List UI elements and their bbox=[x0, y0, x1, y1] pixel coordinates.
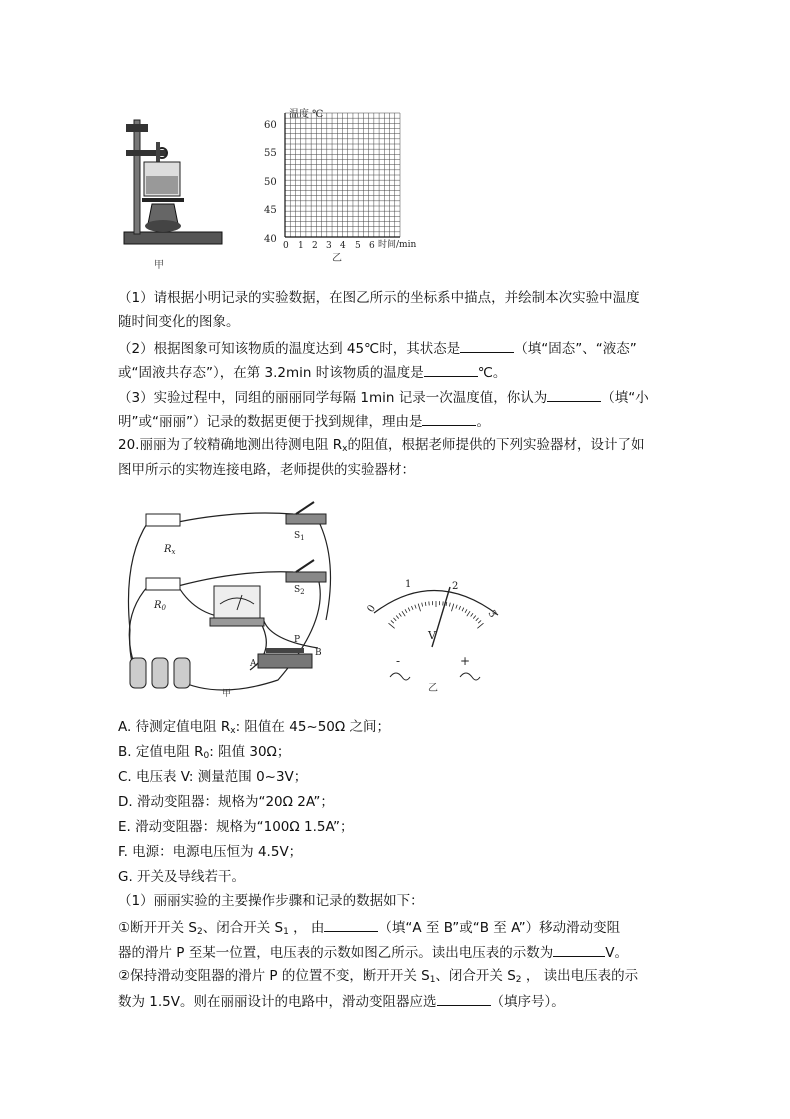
figure-jia-label-circuit: 甲 bbox=[222, 689, 232, 699]
dial-tick bbox=[456, 605, 457, 609]
answer-blank[interactable] bbox=[422, 411, 476, 426]
svg-text:S1 bbox=[294, 531, 305, 542]
voltmeter-unit: V bbox=[428, 629, 436, 642]
s1-subscript: 1 bbox=[300, 534, 305, 542]
svg-text:R0 bbox=[153, 600, 167, 612]
item-c: C. 电压表 V: 测量范围 0~3V； bbox=[118, 769, 308, 785]
dial-tick bbox=[393, 618, 396, 621]
q20-step1-line1 bbox=[118, 917, 678, 941]
q20-intro-text: 20.丽丽为了较精确地测出待测电阻 R bbox=[118, 437, 343, 453]
dial-tick bbox=[411, 606, 413, 610]
dial-tick-label: 3 bbox=[485, 608, 499, 620]
q19-part2-line2 bbox=[118, 362, 678, 382]
terminal-b-label: B bbox=[315, 648, 322, 658]
dial-tick bbox=[446, 602, 447, 606]
q19-part3-text: （填“小 bbox=[601, 390, 649, 406]
q19-part3-line2 bbox=[118, 411, 678, 431]
dial-tick bbox=[459, 606, 461, 610]
svg-text:S2 bbox=[294, 585, 305, 596]
dial-tick bbox=[418, 604, 420, 612]
item-text: : 阻值在 45~50Ω 之间； bbox=[235, 719, 390, 735]
graph-y-axis-title: 温度 ℃ bbox=[289, 109, 324, 120]
graph-y-tick: 50 bbox=[264, 177, 277, 188]
subscript: 1 bbox=[429, 975, 436, 985]
item-g: G. 开关及导线若干。 bbox=[118, 869, 246, 885]
q19-part1-line2: 随时间变化的图象。 bbox=[118, 314, 240, 330]
dial-tick bbox=[471, 613, 473, 616]
rx-label: R bbox=[164, 544, 172, 555]
q19-part2-text: （填“固态”、“液态” bbox=[514, 341, 637, 357]
subscript: 2 bbox=[515, 975, 522, 985]
graph-y-tick: 60 bbox=[264, 120, 277, 131]
dial-tick bbox=[467, 611, 470, 616]
subscript: x bbox=[230, 726, 236, 736]
dial-tick bbox=[462, 608, 464, 612]
step-text: ， 读出电压表的示 bbox=[521, 968, 639, 984]
dial-tick bbox=[478, 620, 481, 623]
q20-step-heading: （1）丽丽实验的主要操作步骤和记录的数据如下： bbox=[118, 893, 424, 909]
temperature-graph bbox=[262, 105, 417, 265]
item-e: E. 滑动变阻器：规格为“100Ω 1.5A”； bbox=[118, 819, 354, 835]
graph-y-tick: 45 bbox=[264, 205, 277, 216]
q20-step2-line2 bbox=[118, 991, 678, 1011]
subscript: x bbox=[342, 444, 348, 454]
heating-apparatus-figure bbox=[118, 112, 228, 272]
dial-tick bbox=[396, 616, 399, 619]
q19-part2-line1 bbox=[118, 338, 678, 358]
item-text: A. 待测定值电阻 R bbox=[118, 719, 231, 735]
figure-yi-label: 乙 bbox=[332, 253, 342, 264]
dial-tick bbox=[399, 613, 401, 616]
s2-subscript: 2 bbox=[300, 588, 305, 596]
q20-step2-line1 bbox=[118, 967, 678, 989]
graph-y-tick: 55 bbox=[264, 148, 277, 159]
dial-tick bbox=[415, 605, 416, 609]
dial-tick-label: 1 bbox=[405, 579, 412, 590]
graph-x-tick: 4 bbox=[340, 241, 346, 251]
q19-part1-line1: （1）请根据小明记录的实验数据，在图乙所示的坐标系中描点，并绘制本次实验中温度 bbox=[118, 290, 640, 306]
svg-text:Rx bbox=[163, 544, 176, 556]
item-d: D. 滑动变阻器：规格为“20Ω 2A”； bbox=[118, 794, 334, 810]
dial-tick bbox=[477, 623, 483, 628]
answer-blank[interactable] bbox=[437, 991, 491, 1006]
plus-terminal-icon bbox=[460, 673, 480, 680]
subscript: 1 bbox=[283, 927, 289, 937]
graph-x-tick: 1 bbox=[298, 241, 304, 251]
graph-x-tick: 6 bbox=[369, 241, 375, 251]
q19-part2-text: ℃。 bbox=[477, 365, 507, 381]
minus-terminal-label: - bbox=[396, 654, 401, 668]
dial-tick bbox=[391, 620, 394, 623]
dial-tick bbox=[473, 616, 476, 619]
dial-tick bbox=[389, 623, 395, 628]
graph-x-tick: 3 bbox=[326, 241, 332, 251]
step-text: （填“A 至 B”或“B 至 A”）移动滑动变阻 bbox=[378, 920, 621, 936]
dial-tick-label: 0 bbox=[365, 603, 379, 615]
dial-tick bbox=[405, 609, 407, 612]
q19-part3-text: 明”或“丽丽”）记录的数据更便于找到规律，理由是 bbox=[118, 414, 423, 430]
subscript: 2 bbox=[196, 927, 203, 937]
step-text: ， 由 bbox=[288, 920, 325, 936]
q19-part3-text: 。 bbox=[476, 414, 490, 430]
dial-tick-label: 2 bbox=[452, 581, 459, 592]
graph-grid bbox=[285, 113, 400, 237]
step-text: 、闭合开关 S bbox=[202, 920, 284, 936]
dial-tick bbox=[422, 603, 423, 607]
step-text: 、闭合开关 S bbox=[435, 968, 516, 984]
graph-y-tick: 40 bbox=[264, 234, 277, 245]
item-text: : 阻值 30Ω； bbox=[209, 744, 291, 760]
slider-p-label: P bbox=[294, 635, 301, 645]
q19-part2-text: 或“固液共存态”），在第 3.2min 时该物质的温度是 bbox=[118, 365, 424, 381]
step-text: ①断开开关 S bbox=[118, 920, 197, 936]
graph-x-axis-title: 时间/min bbox=[378, 240, 417, 250]
graph-x-tick: 0 bbox=[283, 241, 289, 251]
dial-tick bbox=[465, 609, 467, 612]
dial-tick bbox=[408, 608, 410, 612]
answer-blank[interactable] bbox=[460, 338, 514, 353]
voltmeter-dial-figure bbox=[360, 575, 510, 695]
figure-yi-label-voltmeter: 乙 bbox=[428, 683, 438, 694]
dial-tick bbox=[402, 611, 405, 616]
dial-tick bbox=[449, 603, 450, 607]
q20-intro-line2: 图甲所示的实物连接电路，老师提供的实验器材： bbox=[118, 462, 415, 478]
minus-terminal-icon bbox=[390, 673, 410, 680]
q19-part2-text: （2）根据图象可知该物质的温度达到 45℃时，其状态是 bbox=[118, 341, 461, 357]
step-text: 器的滑片 P 至某一位置，电压表的示数如图乙所示。读出电压表的示数为 bbox=[118, 945, 554, 961]
item-b bbox=[118, 743, 678, 765]
answer-blank[interactable] bbox=[424, 362, 478, 377]
circuit-figure bbox=[118, 500, 353, 700]
rx-subscript: x bbox=[171, 548, 176, 556]
answer-blank[interactable] bbox=[324, 917, 378, 932]
r0-label: R bbox=[154, 600, 162, 611]
q20-intro-text: 的阻值，根据老师提供的下列实验器材，设计了如 bbox=[347, 437, 645, 453]
step-text: 数为 1.5V。则在丽丽设计的电路中，滑动变阻器应选 bbox=[118, 994, 437, 1010]
answer-blank[interactable] bbox=[553, 942, 605, 957]
answer-blank[interactable] bbox=[547, 387, 601, 402]
item-text: B. 定值电阻 R bbox=[118, 744, 204, 760]
q20-step1-line2 bbox=[118, 942, 678, 962]
s1-label: S bbox=[294, 531, 301, 541]
dial-tick bbox=[451, 604, 453, 612]
step-text: （填序号）。 bbox=[490, 994, 565, 1010]
terminal-a-label: A bbox=[250, 659, 257, 669]
subscript: 0 bbox=[203, 751, 210, 761]
step-text: V。 bbox=[605, 945, 628, 961]
graph-x-tick: 2 bbox=[312, 241, 318, 251]
s2-label: S bbox=[294, 585, 301, 595]
item-a bbox=[118, 718, 678, 740]
q20-intro-line1 bbox=[118, 436, 678, 458]
q19-part3-text: （3）实验过程中，同组的丽丽同学每隔 1min 记录一次温度值，你认为 bbox=[118, 390, 548, 406]
dial-tick bbox=[425, 602, 426, 606]
q19-part3-line1 bbox=[118, 387, 678, 407]
item-f: F. 电源：电源电压恒为 4.5V； bbox=[118, 844, 303, 860]
r0-subscript: 0 bbox=[161, 604, 166, 612]
plus-terminal-label: + bbox=[460, 654, 471, 668]
graph-x-tick: 5 bbox=[355, 241, 361, 251]
figure-jia-label: 甲 bbox=[154, 260, 164, 271]
step-text: ②保持滑动变阻器的滑片 P 的位置不变，断开开关 S bbox=[118, 968, 430, 984]
dial-tick bbox=[476, 618, 479, 621]
